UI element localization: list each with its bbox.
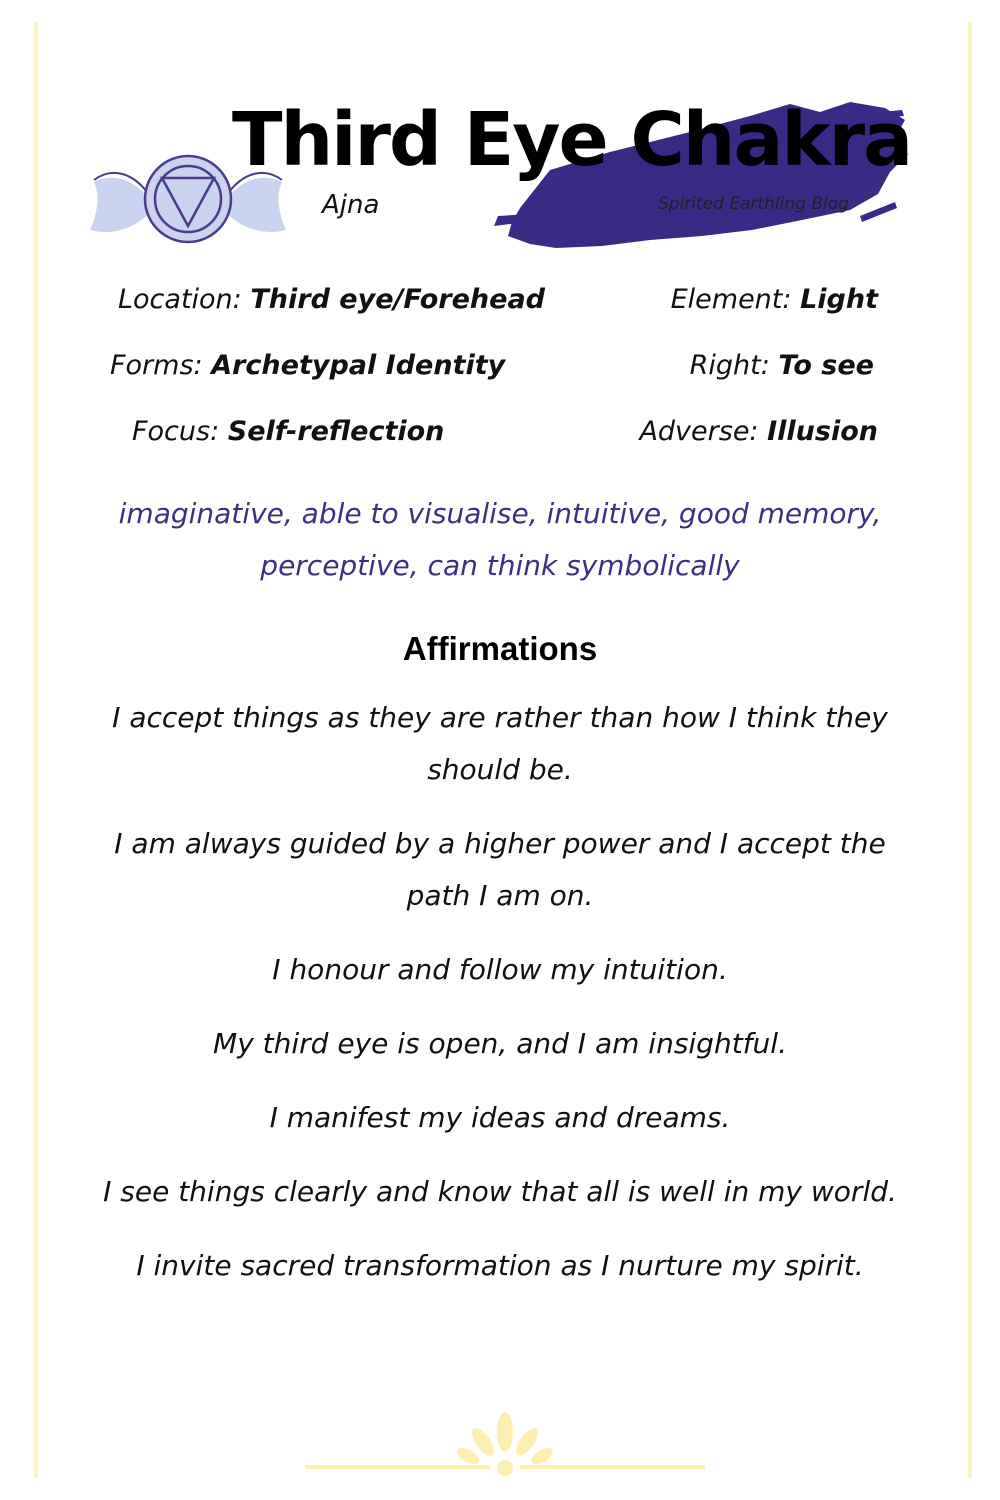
affirmation-item: I honour and follow my intuition. (272, 953, 728, 986)
adverse-value: Illusion (767, 416, 878, 447)
sunburst-decoration-icon (305, 1412, 705, 1476)
affirmation-item: I invite sacred transformation as I nurture my spirit. (136, 1249, 864, 1282)
right-property (690, 350, 874, 381)
forms-value: Archetypal Identity (211, 350, 506, 381)
left-border-line (34, 22, 38, 1478)
location-value: Third eye/Forehead (250, 284, 546, 315)
location-property (118, 284, 545, 315)
sanskrit-name: Ajna (322, 190, 380, 220)
right-label: Right: (689, 350, 770, 381)
focus-label: Focus: (132, 416, 220, 447)
location-label: Location: (118, 284, 242, 315)
adverse-label: Adverse: (639, 416, 759, 447)
element-label: Element: (670, 284, 792, 315)
page-title: Third Eye Chakra (232, 97, 912, 183)
element-property (671, 284, 878, 315)
affirmations-list (100, 692, 900, 1314)
right-value: To see (778, 350, 874, 381)
focus-property (132, 416, 444, 447)
affirmations-heading: Affirmations (402, 630, 598, 667)
right-border-line (968, 22, 972, 1478)
forms-property (110, 350, 505, 381)
affirmation-item: I manifest my ideas and dreams. (269, 1101, 731, 1134)
affirmation-item: My third eye is open, and I am insightful. (213, 1027, 787, 1060)
affirmation-item: I accept things as they are rather than how I think they should be. (112, 701, 888, 786)
forms-label: Forms: (110, 350, 203, 381)
focus-value: Self-reflection (227, 416, 445, 447)
affirmation-item: I am always guided by a higher power and I accept the path I am on. (114, 827, 886, 912)
adverse-property (639, 416, 878, 447)
blog-credit: Spirited Earthling Blog (658, 194, 849, 214)
affirmation-item: I see things clearly and know that all is well in my world. (103, 1175, 897, 1208)
element-value: Light (800, 284, 878, 315)
traits-text: imaginative, able to visualise, intuitive, good memory, perceptive, can think symbolically (118, 497, 882, 582)
